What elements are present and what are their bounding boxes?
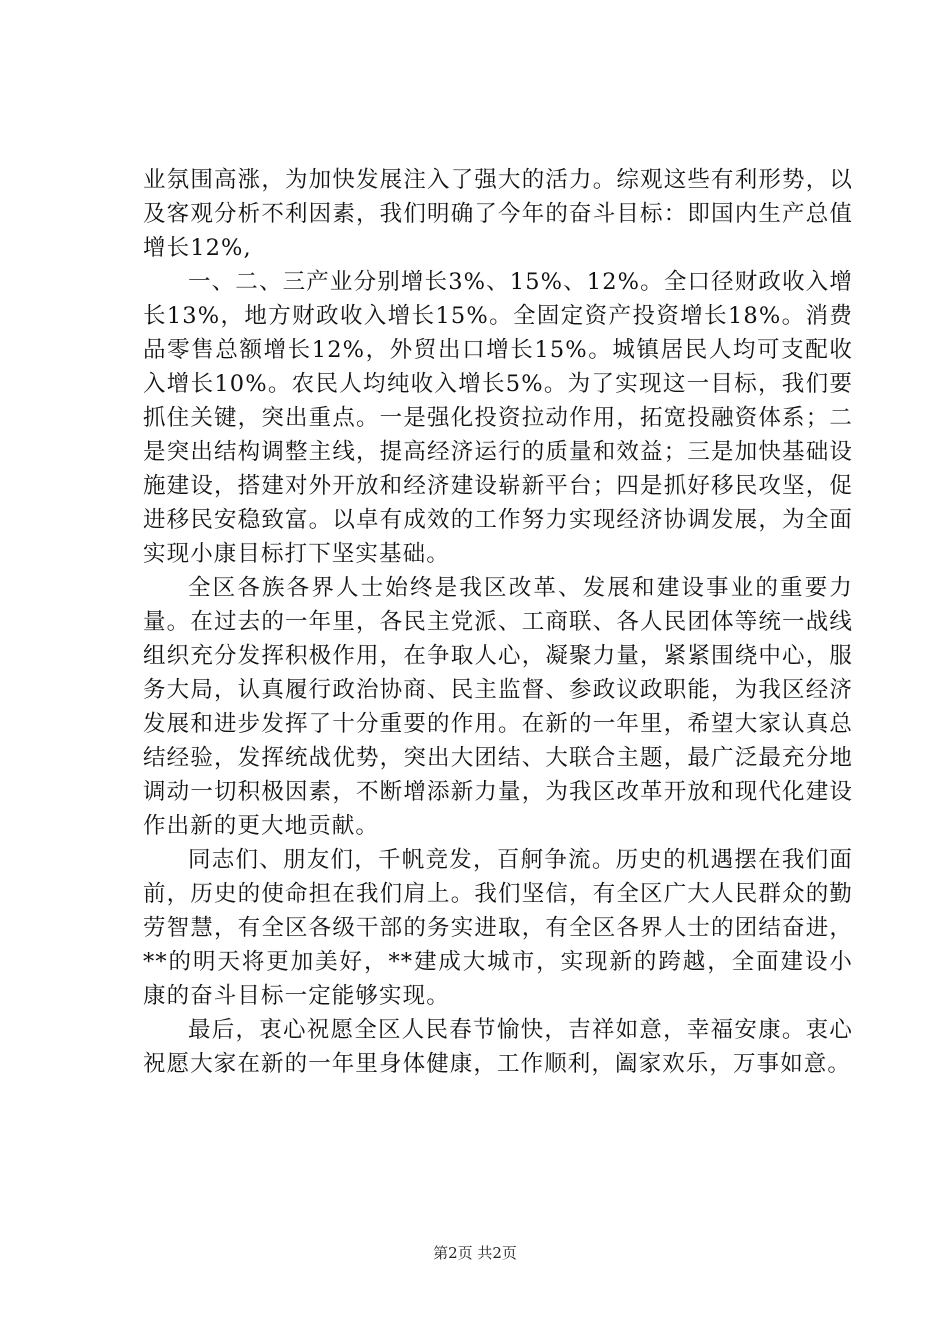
paragraph: 业氛围高涨，为加快发展注入了强大的活力。综观这些有利形势，以及客观分析不利因素，我们明确了今年的奋斗目标：即国内生产总值增长12%, — [143, 167, 853, 261]
paragraph: 一、二、三产业分别增长3%、15%、12%。全口径财政收入增长13%，地方财政收入增长15%。全固定资产投资增长18%。消费品零售总额增长12%，外贸出口增长15%。城镇居民人均可支配收入增长10%。农民人均纯收入增长5%。为了实现这一目标，我们要抓住关键，突出重点。一是强化投资拉动作用，拓宽投融资体系；二是突出结构调整主线，提高经济运行的质量和效益；三是加快基础设施建设，搭建对外开放和经济建设崭新平台；四是抓好移民攻坚，促进移民安稳致富。以卓有成效的工作努力实现经济协调发展，为全面实现小康目标打下坚实基础。 — [143, 269, 853, 567]
page-footer: 第2页 共2页 — [433, 1244, 517, 1262]
paragraph: 最后，衷心祝愿全区人民春节愉快，吉祥如意，幸福安康。衷心祝愿大家在新的一年里身体健康，工作顺利，阖家欢乐，万事如意。 — [143, 1017, 853, 1077]
paragraph: 全区各族各界人士始终是我区改革、发展和建设事业的重要力量。在过去的一年里，各民主党派、工商联、各人民团体等统一战线组织充分发挥积极作用，在争取人心，凝聚力量，紧紧围绕中心，服务大局，认真履行政治协商、民主监督、参政议政职能，为我区经济发展和进步发挥了十分重要的作用。在新的一年里，希望大家认真总结经验，发挥统战优势，突出大团结、大联合主题，最广泛最充分地调动一切积极因素，不断增添新力量，为我区改革开放和现代化建设作出新的更大地贡献。 — [143, 575, 853, 839]
paragraph: 同志们、朋友们，千帆竞发，百舸争流。历史的机遇摆在我们面前，历史的使命担在我们肩上。我们坚信，有全区广大人民群众的勤劳智慧，有全区各级干部的务实进取，有全区各界人士的团结奋进，**的明天将更加美好，**建成大城市，实现新的跨越，全面建设小康的奋斗目标一定能够实现。 — [143, 847, 853, 1009]
document-body — [143, 163, 853, 1081]
